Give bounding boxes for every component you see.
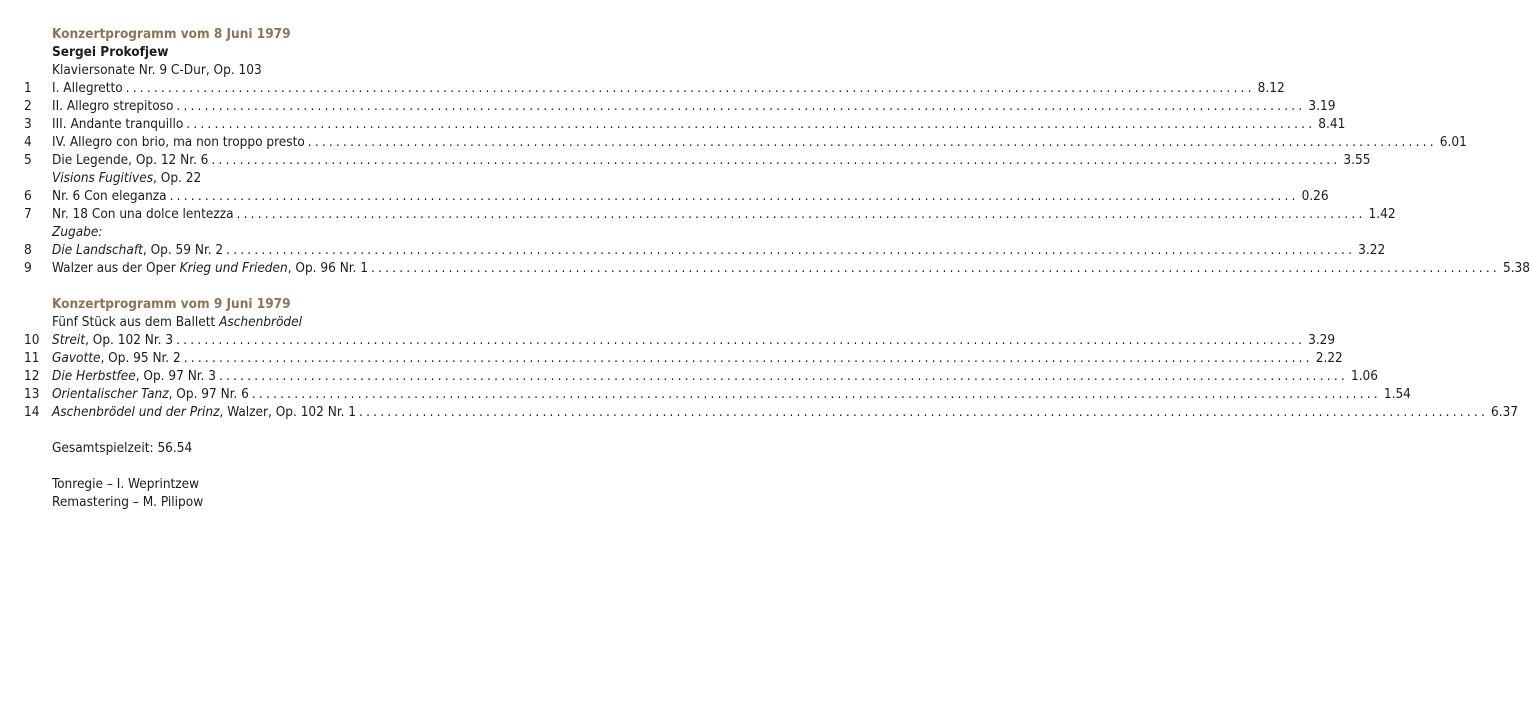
track-number: 10 xyxy=(24,332,40,348)
dot-leader: ................................................................................................................................................................ xyxy=(251,386,1381,402)
track-title xyxy=(52,349,181,367)
track-duration: 5.38 xyxy=(1502,260,1530,276)
track-title-italic: Krieg und Frieden xyxy=(179,260,288,276)
dot-leader: ................................................................................................................................................................ xyxy=(370,260,1500,276)
track-duration: 3.19 xyxy=(1308,98,1336,114)
track-duration: 8.12 xyxy=(1257,80,1285,96)
dot-leader: ................................................................................................................................................................ xyxy=(125,80,1255,96)
track-duration: 1.06 xyxy=(1350,368,1379,384)
track-number: 13 xyxy=(24,386,40,402)
track-duration: 6.01 xyxy=(1439,134,1467,150)
track-title: IV. Allegro con brio, ma non troppo presto xyxy=(52,134,305,150)
dot-leader: ................................................................................................................................................................ xyxy=(211,152,1341,168)
track-title-italic: Die Landschaft xyxy=(52,242,143,258)
dot-leader: ................................................................................................................................................................ xyxy=(186,116,1316,132)
track-row xyxy=(0,115,1346,133)
track-title: II. Allegro strepitoso xyxy=(52,98,174,114)
track-title-rest: , Op. 96 Nr. 1 xyxy=(287,260,368,276)
dot-leader: ................................................................................................................................................................ xyxy=(169,188,1299,204)
track-number: 5 xyxy=(24,152,32,168)
credit-line xyxy=(0,493,720,511)
track-duration: 8.41 xyxy=(1318,116,1346,132)
track-duration: 2.22 xyxy=(1315,350,1343,366)
track-title-rest: , Op. 95 Nr. 2 xyxy=(100,350,181,366)
work-title-pre: Fünf Stück aus dem Ballett xyxy=(52,314,220,330)
work-title-italic: Aschenbrödel xyxy=(219,314,302,330)
work-line xyxy=(0,313,720,331)
track-title xyxy=(52,385,249,403)
track-number: 11 xyxy=(24,350,40,366)
dot-leader: ................................................................................................................................................................ xyxy=(176,98,1306,114)
track-title-italic: Streit xyxy=(52,332,86,348)
track-title xyxy=(52,331,173,349)
track-title xyxy=(52,241,223,259)
track-row xyxy=(0,403,1519,421)
dot-leader: ................................................................................................................................................................ xyxy=(218,368,1348,384)
track-row xyxy=(0,205,1396,223)
track-row xyxy=(0,349,1343,367)
subwork-line xyxy=(0,169,720,187)
subwork-title: Visions Fugitives xyxy=(52,170,154,186)
track-title: III. Andante tranquillo xyxy=(52,116,184,132)
credit-line xyxy=(0,475,720,493)
dot-leader: ................................................................................................................................................................ xyxy=(236,206,1366,222)
track-title-rest: , Walzer, Op. 102 Nr. 1 xyxy=(219,404,357,420)
dot-leader: ................................................................................................................................................................ xyxy=(226,242,1356,258)
track-number: 8 xyxy=(24,242,32,258)
track-title: Nr. 6 Con eleganza xyxy=(52,188,167,204)
zugabe-line xyxy=(0,223,720,241)
program2-heading: Konzertprogramm vom 9 Juni 1979 xyxy=(52,296,291,312)
credit-remastering: Remastering – M. Pilipow xyxy=(52,494,204,510)
subwork-opus: , Op. 22 xyxy=(153,170,202,186)
track-duration: 1.54 xyxy=(1383,386,1411,402)
track-row xyxy=(0,79,1285,97)
track-title: I. Allegretto xyxy=(52,80,123,96)
program1-heading: Konzertprogramm vom 8 Juni 1979 xyxy=(52,26,291,42)
total-line xyxy=(0,439,720,457)
zugabe-label: Zugabe: xyxy=(52,224,103,240)
track-row xyxy=(0,97,1336,115)
credit-tonregie: Tonregie – I. Weprintzew xyxy=(52,476,200,492)
track-duration: 0.26 xyxy=(1301,188,1329,204)
track-title-italic: Die Herbstfee xyxy=(52,368,136,384)
track-row xyxy=(0,241,1386,259)
track-title-italic: Aschenbrödel und der Prinz xyxy=(52,404,220,420)
track-title: Die Legende, Op. 12 Nr. 6 xyxy=(52,152,209,168)
track-title-rest: , Op. 97 Nr. 6 xyxy=(168,386,249,402)
dot-leader: ................................................................................................................................................................ xyxy=(307,134,1437,150)
track-row xyxy=(0,187,1329,205)
total-playtime: Gesamtspielzeit: 56.54 xyxy=(52,440,193,456)
track-row xyxy=(0,367,1379,385)
track-number: 4 xyxy=(24,134,32,150)
track-row xyxy=(0,259,1530,277)
composer-line xyxy=(0,43,720,61)
track-duration: 3.55 xyxy=(1343,152,1371,168)
dot-leader: ................................................................................................................................................................ xyxy=(176,332,1306,348)
track-title: Nr. 18 Con una dolce lentezza xyxy=(52,206,234,222)
track-number: 9 xyxy=(24,260,32,276)
track-row xyxy=(0,133,1467,151)
work-title: Klaviersonate Nr. 9 C-Dur, Op. 103 xyxy=(52,62,262,78)
track-title xyxy=(52,259,368,277)
track-number: 12 xyxy=(24,368,40,384)
track-row xyxy=(0,331,1336,349)
track-duration: 6.37 xyxy=(1491,404,1519,420)
track-row xyxy=(0,385,1411,403)
track-title-italic: Orientalischer Tanz xyxy=(52,386,169,402)
track-number: 1 xyxy=(24,80,32,96)
track-number: 14 xyxy=(24,404,40,420)
track-title-rest: , Op. 102 Nr. 3 xyxy=(85,332,174,348)
track-duration: 1.42 xyxy=(1368,206,1396,222)
work-line xyxy=(0,61,720,79)
track-number: 7 xyxy=(24,206,32,222)
track-title-rest: , Op. 59 Nr. 2 xyxy=(142,242,224,258)
track-number: 6 xyxy=(24,188,32,204)
track-title xyxy=(52,367,216,385)
track-title xyxy=(52,403,356,421)
program2-header xyxy=(0,295,720,313)
track-title-rest: , Op. 97 Nr. 3 xyxy=(135,368,216,384)
track-duration: 3.22 xyxy=(1358,242,1386,258)
track-duration: 3.29 xyxy=(1308,332,1336,348)
composer-name: Sergei Prokofjew xyxy=(52,44,169,60)
track-number: 3 xyxy=(24,116,32,132)
track-row xyxy=(0,151,1371,169)
track-title-pre: Walzer aus der Oper xyxy=(52,260,180,276)
program1-header xyxy=(0,25,720,43)
dot-leader: ................................................................................................................................................................ xyxy=(359,404,1489,420)
track-title-italic: Gavotte xyxy=(52,350,101,366)
track-number: 2 xyxy=(24,98,32,114)
dot-leader: ................................................................................................................................................................ xyxy=(183,350,1313,366)
